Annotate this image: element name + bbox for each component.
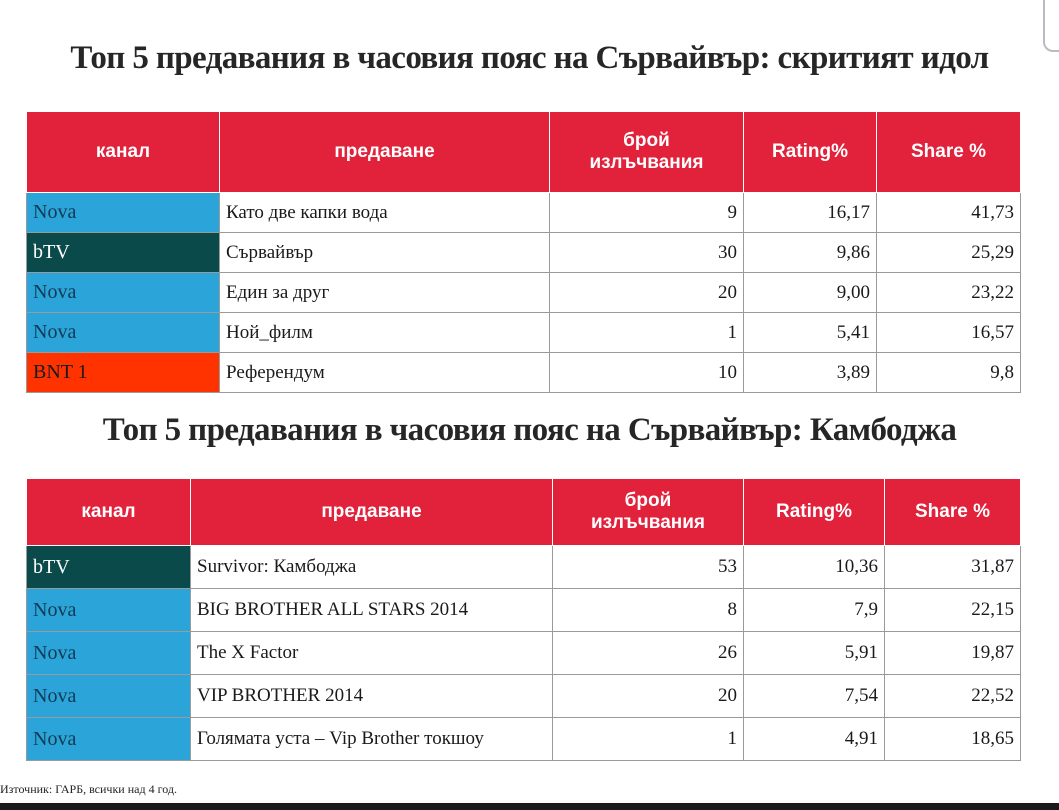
- show-cell: Ной_филм: [220, 313, 550, 353]
- channel-cell: Nova: [27, 675, 191, 718]
- col-header-show: предаване: [191, 479, 553, 546]
- table-row: [27, 675, 1021, 718]
- rating-cell: 3,89: [744, 353, 877, 393]
- rating-cell: 9,86: [744, 233, 877, 273]
- show-cell: Сървайвър: [220, 233, 550, 273]
- col-header-channel: канал: [27, 112, 220, 193]
- channel-cell: BNT 1: [27, 353, 220, 393]
- table2-title: Топ 5 предавания в часовия пояс на Сървайвър: Камбоджа: [102, 412, 957, 448]
- channel-cell: bTV: [27, 546, 191, 589]
- airings-cell: 26: [553, 632, 744, 675]
- channel-cell: Nova: [27, 718, 191, 761]
- share-cell: 41,73: [877, 193, 1021, 233]
- col-header-airings-label: брой излъчвания: [590, 490, 706, 533]
- share-cell: 31,87: [885, 546, 1021, 589]
- rating-cell: 5,41: [744, 313, 877, 353]
- table-row: [27, 546, 1021, 589]
- rating-cell: 9,00: [744, 273, 877, 313]
- share-cell: 18,65: [885, 718, 1021, 761]
- table2: [26, 478, 1021, 761]
- show-cell: Survivor: Камбоджа: [191, 546, 553, 589]
- show-cell: Един за друг: [220, 273, 550, 313]
- table1-header-row: [27, 112, 1021, 193]
- channel-cell: Nova: [27, 589, 191, 632]
- rating-cell: 16,17: [744, 193, 877, 233]
- col-header-share: Share %: [885, 479, 1021, 546]
- col-header-share: Share %: [877, 112, 1021, 193]
- airings-cell: 8: [553, 589, 744, 632]
- show-cell: The X Factor: [191, 632, 553, 675]
- share-cell: 23,22: [877, 273, 1021, 313]
- share-cell: 19,87: [885, 632, 1021, 675]
- show-cell: Като две капки вода: [220, 193, 550, 233]
- show-cell: Голямата уста – Vip Brother токшоу: [191, 718, 553, 761]
- col-header-airings: [550, 112, 744, 193]
- airings-cell: 9: [550, 193, 744, 233]
- table-row: [27, 632, 1021, 675]
- col-header-show: предаване: [220, 112, 550, 193]
- col-header-airings: [553, 479, 744, 546]
- channel-cell: Nova: [27, 273, 220, 313]
- channel-cell: Nova: [27, 632, 191, 675]
- col-header-rating: Rating%: [744, 479, 885, 546]
- share-cell: 25,29: [877, 233, 1021, 273]
- table-row: [27, 233, 1021, 273]
- col-header-channel: канал: [27, 479, 191, 546]
- col-header-airings-label: брой излъчвания: [589, 130, 704, 173]
- table-row: [27, 313, 1021, 353]
- rating-cell: 5,91: [744, 632, 885, 675]
- table-row: [27, 193, 1021, 233]
- table-row: [27, 718, 1021, 761]
- channel-cell: bTV: [27, 233, 220, 273]
- show-cell: BIG BROTHER ALL STARS 2014: [191, 589, 553, 632]
- table1: [26, 111, 1021, 393]
- channel-cell: Nova: [27, 313, 220, 353]
- rating-cell: 10,36: [744, 546, 885, 589]
- rating-cell: 7,54: [744, 675, 885, 718]
- share-cell: 22,15: [885, 589, 1021, 632]
- channel-cell: Nova: [27, 193, 220, 233]
- col-header-rating: Rating%: [744, 112, 877, 193]
- table2-header-row: [27, 479, 1021, 546]
- airings-cell: 20: [553, 675, 744, 718]
- source-note: Източник: ГАРБ, всички над 4 год.: [0, 782, 177, 796]
- table-row: [27, 273, 1021, 313]
- show-cell: VIP BROTHER 2014: [191, 675, 553, 718]
- share-cell: 9,8: [877, 353, 1021, 393]
- airings-cell: 20: [550, 273, 744, 313]
- bottom-divider: [0, 803, 1059, 810]
- airings-cell: 30: [550, 233, 744, 273]
- airings-cell: 10: [550, 353, 744, 393]
- airings-cell: 1: [550, 313, 744, 353]
- share-cell: 16,57: [877, 313, 1021, 353]
- table1-title: Топ 5 предавания в часовия пояс на Сървайвър: скритият идол: [70, 40, 989, 76]
- table-row: [27, 589, 1021, 632]
- share-cell: 22,52: [885, 675, 1021, 718]
- table-row: [27, 353, 1021, 393]
- rating-cell: 7,9: [744, 589, 885, 632]
- show-cell: Референдум: [220, 353, 550, 393]
- rating-cell: 4,91: [744, 718, 885, 761]
- airings-cell: 53: [553, 546, 744, 589]
- airings-cell: 1: [553, 718, 744, 761]
